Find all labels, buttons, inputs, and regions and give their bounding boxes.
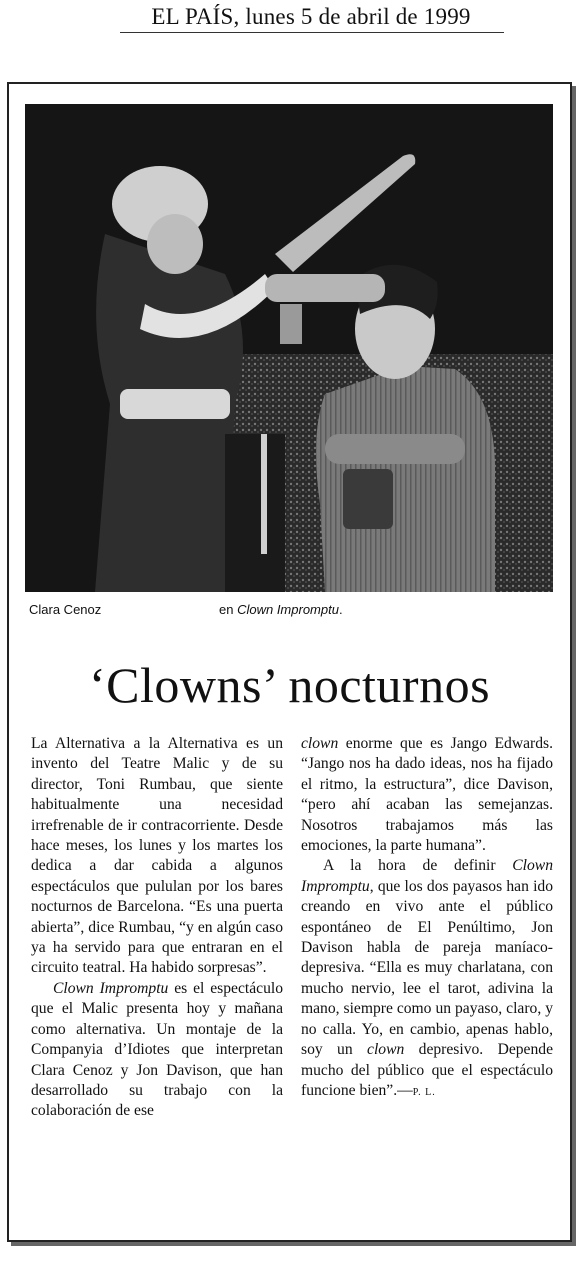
headline: ‘Clowns’ nocturnos [88, 657, 491, 713]
paragraph-1: La Alternativa a la Alternativa es un invento del Teatre Malic y de su director, Toni Rumbau, que siente habitualmente una necesidad irrefrenable de ir contracorriente. Desde hace meses, los lunes y los martes los dedica a dar cabida a algunos espectáculos que pululan por los bares nocturnos de Barcelona. “Es una puerta abierta”, dice Rumbau, “y en algún caso ya ha servido para que entraran en el circuito teatral. Ha habido sorpresas”. [31, 735, 283, 977]
paragraph-3 [301, 856, 553, 1103]
paragraph-2-continued [301, 734, 553, 856]
caption-show-title: Clown Impromptu [237, 602, 339, 617]
paragraph-3-clown: clown [367, 1041, 405, 1059]
article-frame [7, 82, 572, 1242]
paragraph-2-text: es el espectáculo que el Malic presenta hoy y mañana como alternativa. Un montaje de la Companyia d’Idiotes que interpretan Clara Cenoz y Jon Davison, que han desarrollado su trabajo con la colaboración de ese [31, 979, 283, 1120]
caption-suffix: . [338, 602, 343, 617]
paragraph-3-end: depresivo. Depende mucho del público que el espectáculo funcione bien”.— [301, 1041, 553, 1099]
masthead-rule [120, 32, 504, 33]
masthead: EL PAÍS, lunes 5 de abril de 1999 [151, 4, 471, 29]
article-photo [25, 104, 553, 592]
paragraph-3-text: , que los dos payasos han ido creando en vivo ante el público espontáneo de El Penúltimo, Jon Davison habla de pareja maníaco-depresiva. “Ella es muy charlatana, con mucho nervio, lee el tarot, adivina la mano, siempre como un payaso, claro, y no calla. Yo, en cambio, apenas hablo, soy un [301, 877, 553, 1059]
photo-caption-show [219, 602, 343, 617]
caption-prefix: en [219, 602, 238, 617]
article-column-left [31, 734, 283, 1122]
paragraph-3-title: Clown Impromptu [301, 857, 553, 895]
photo-illustration [25, 104, 553, 592]
author-signature: P. L. [412, 1086, 436, 1098]
photo-caption-name: Clara Cenoz [29, 602, 102, 617]
paragraph-2-clown: clown [301, 735, 339, 752]
article-column-right [301, 734, 553, 1103]
paragraph-2-text-continued: enorme que es Jango Edwards. “Jango nos ha dado ideas, nos ha fijado el ritmo, la estructura”, dice Davison, “pero ahí acaban las semejanzas. Nosotros trabajamos más las emociones, la parte humana”. [301, 735, 553, 855]
paragraph-2 [31, 979, 283, 1122]
paragraph-3-start: A la hora de definir [323, 857, 513, 875]
paragraph-2-title: Clown Impromptu [53, 979, 169, 997]
